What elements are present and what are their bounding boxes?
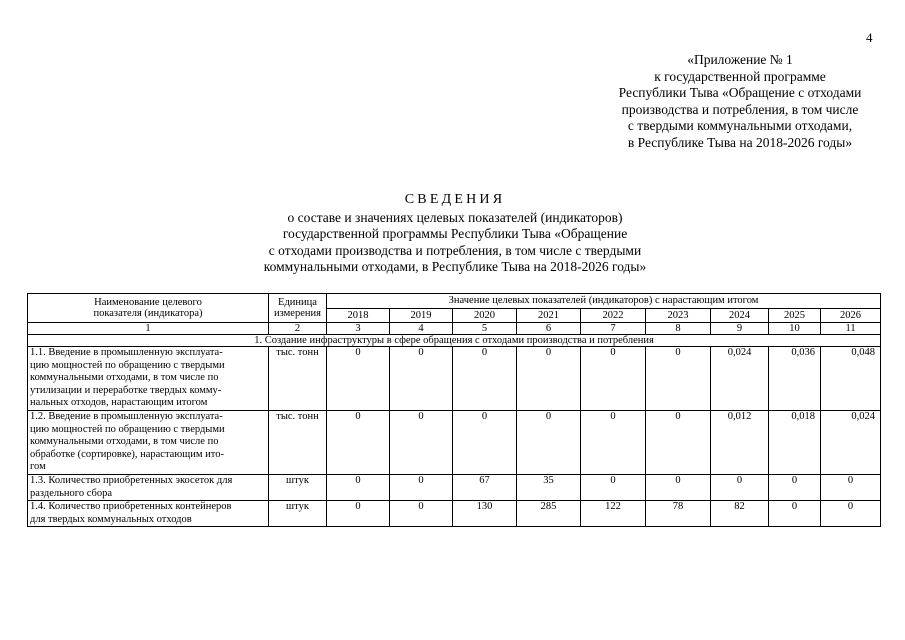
- year-header: 2023: [646, 308, 711, 323]
- value-cell: 0,018: [769, 410, 821, 474]
- year-header: 2025: [769, 308, 821, 323]
- table-row: [28, 474, 881, 500]
- document-title: [200, 192, 710, 276]
- year-header: 2022: [581, 308, 646, 323]
- indicator-name: [28, 474, 269, 500]
- column-number: 7: [581, 323, 646, 335]
- value-cell: 0: [453, 347, 517, 411]
- header-text: Единица: [278, 297, 317, 308]
- value-cell: 122: [581, 501, 646, 527]
- year-header: 2021: [517, 308, 581, 323]
- year-header: 2020: [453, 308, 517, 323]
- indicator-line: коммунальными отходами, в том числе по: [30, 372, 219, 384]
- value-cell: 0,012: [711, 410, 769, 474]
- table-row: [28, 410, 881, 474]
- indicator-line: цию мощностей по обращению с твердыми: [30, 423, 225, 435]
- title-line: коммунальными отходами, в Республике Тыва на 2018-2026 годы»: [263, 259, 647, 275]
- value-cell: 0: [646, 347, 711, 411]
- appendix-line: производства и потребления, в том числе: [621, 101, 859, 117]
- value-cell: 0: [390, 474, 453, 500]
- indicator-line: нальных отходов, нарастающим итогом: [30, 397, 208, 409]
- title-heading: СВЕДЕНИЯ: [404, 192, 506, 207]
- header-text: показателя (индикатора): [93, 308, 203, 319]
- value-cell: 0: [581, 347, 646, 411]
- column-number: 1: [28, 323, 269, 335]
- indicator-name: [28, 347, 269, 411]
- value-cell: 285: [517, 501, 581, 527]
- value-cell: 0: [327, 410, 390, 474]
- value-cell: 0: [390, 347, 453, 411]
- value-cell: 0: [581, 474, 646, 500]
- column-number: 11: [821, 323, 881, 335]
- year-header: 2024: [711, 308, 769, 323]
- column-number: 9: [711, 323, 769, 335]
- appendix-line: к государственной программе: [654, 68, 826, 84]
- value-cell: 0,036: [769, 347, 821, 411]
- year-header: 2019: [390, 308, 453, 323]
- column-number: 8: [646, 323, 711, 335]
- header-text: измерения: [274, 308, 321, 319]
- indicators-table: [27, 293, 881, 527]
- indicator-line: 1.3. Количество приобретенных экосеток для: [30, 474, 233, 486]
- indicator-line: коммунальными отходами, в том числе по: [30, 436, 219, 448]
- title-line: о составе и значениях целевых показателей (индикаторов): [287, 209, 623, 225]
- value-cell: 0: [581, 410, 646, 474]
- indicator-name: [28, 410, 269, 474]
- value-cell: 0: [711, 474, 769, 500]
- appendix-line: Республики Тыва «Обращение с отходами: [618, 85, 862, 101]
- value-cell: 67: [453, 474, 517, 500]
- value-cell: 0: [327, 501, 390, 527]
- value-cell: 0: [769, 474, 821, 500]
- value-cell: 0: [517, 410, 581, 474]
- value-cell: 0: [646, 474, 711, 500]
- indicator-line: 1.2. Введение в промышленную эксплуата-: [30, 410, 223, 422]
- indicator-line: раздельного сбора: [30, 487, 112, 499]
- value-cell: 0: [821, 501, 881, 527]
- indicator-line: цию мощностей по обращению с твердыми: [30, 359, 225, 371]
- column-number: 6: [517, 323, 581, 335]
- indicator-name: [28, 501, 269, 527]
- value-cell: 0: [646, 410, 711, 474]
- appendix-line: в Республике Тыва на 2018-2026 годы»: [627, 134, 853, 150]
- value-cell: 0: [453, 410, 517, 474]
- column-number: 3: [327, 323, 390, 335]
- section-title: 1. Создание инфраструктуры в сфере обращения с отходами производства и потребления: [28, 335, 881, 347]
- unit-cell: штук: [269, 501, 327, 527]
- value-cell: 0,048: [821, 347, 881, 411]
- value-cell: 0: [327, 474, 390, 500]
- column-number: 10: [769, 323, 821, 335]
- value-cell: 0,024: [711, 347, 769, 411]
- column-number: 2: [269, 323, 327, 335]
- year-header: 2026: [821, 308, 881, 323]
- unit-cell: штук: [269, 474, 327, 500]
- header-indicator-name: [28, 294, 269, 323]
- header-unit: [269, 294, 327, 323]
- indicator-line: обработке (сортировке), нарастающим ито-: [30, 448, 224, 460]
- header-text: Наименование целевого: [94, 297, 202, 308]
- appendix-header: [560, 52, 905, 152]
- value-cell: 0: [390, 501, 453, 527]
- section-row: [28, 335, 881, 347]
- value-cell: 78: [646, 501, 711, 527]
- table-row: [28, 347, 881, 411]
- indicator-line: утилизации и переработке твердых комму-: [30, 384, 222, 396]
- indicator-line: гом: [30, 461, 46, 473]
- year-header: 2018: [327, 308, 390, 323]
- column-number: 4: [390, 323, 453, 335]
- column-number: 5: [453, 323, 517, 335]
- appendix-line: «Приложение № 1: [687, 52, 793, 67]
- indicator-line: для твердых коммунальных отходов: [30, 513, 192, 525]
- indicator-line: 1.4. Количество приобретенных контейнеров: [30, 501, 232, 513]
- appendix-line: с твердыми коммунальными отходами,: [627, 118, 853, 134]
- value-cell: 0: [769, 501, 821, 527]
- title-line: с отходами производства и потребления, в том числе с твердыми: [268, 242, 642, 258]
- value-cell: 0: [821, 474, 881, 500]
- value-cell: 35: [517, 474, 581, 500]
- page-number: 4: [866, 30, 873, 45]
- table-row: [28, 501, 881, 527]
- indicator-line: 1.1. Введение в промышленную эксплуата-: [30, 347, 223, 358]
- value-cell: 0: [517, 347, 581, 411]
- header-values: Значение целевых показателей (индикаторов) с нарастающим итогом: [327, 294, 881, 309]
- column-numbers-row: [28, 323, 881, 335]
- title-line: государственной программы Республики Тыва «Обращение: [282, 226, 628, 242]
- value-cell: 0: [390, 410, 453, 474]
- unit-cell: тыс. тонн: [269, 410, 327, 474]
- value-cell: 82: [711, 501, 769, 527]
- value-cell: 130: [453, 501, 517, 527]
- value-cell: 0,024: [821, 410, 881, 474]
- value-cell: 0: [327, 347, 390, 411]
- unit-cell: тыс. тонн: [269, 347, 327, 411]
